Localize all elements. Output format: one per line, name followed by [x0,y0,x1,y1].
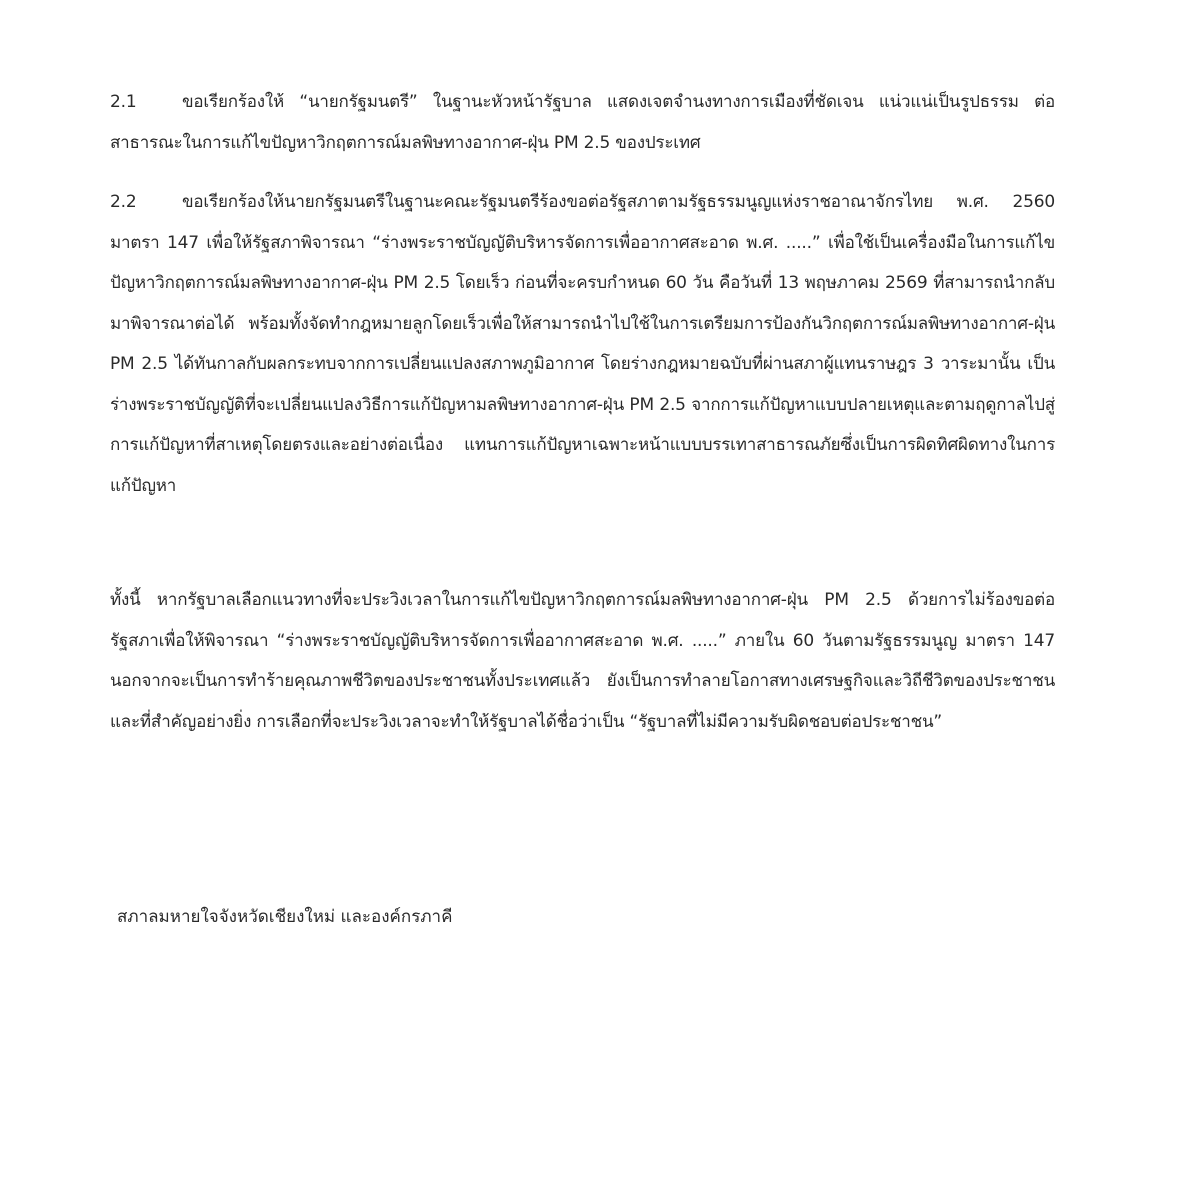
signature-line: สภาลมหายใจจังหวัดเชียงใหม่ และองค์กรภาคี [117,907,453,927]
item-text: ขอเรียกร้องให้ “นายกรัฐมนตรี” ในฐานะหัวหน้ารัฐบาล แสดงเจตจำนงทางการเมืองที่ชัดเจน แน่วแน่เป็นรูปธรรม ต่อสาธารณะในการแก้ไขปัญหาวิกฤตการณ์มลพิษทางอากาศ-ฝุ่น PM 2.5 ของประเทศ [110,92,1055,153]
demand-item-2-1 [110,82,1055,163]
demand-item-2-2 [110,182,1055,506]
closing-paragraph: ทั้งนี้ หากรัฐบาลเลือกแนวทางที่จะประวิงเวลาในการแก้ไขปัญหาวิกฤตการณ์มลพิษทางอากาศ-ฝุ่น PM 2.5 ด้วยการไม่ร้องขอต่อรัฐสภาเพื่อให้พิจารณา “ร่างพระราชบัญญัติบริหารจัดการเพื่ออากาศสะอาด พ.ศ. .....” ภายใน 60 วันตามรัฐธรรมนูญ มาตรา 147 นอกจากจะเป็นการทำร้ายคุณภาพชีวิตของประชาชนทั้งประเทศแล้ว ยังเป็นการทำลายโอกาสทางเศรษฐกิจและวิถีชีวิตของประชาชน และที่สำคัญอย่างยิ่ง การเลือกที่จะประวิงเวลาจะทำให้รัฐบาลได้ชื่อว่าเป็น “รัฐบาลที่ไม่มีความรับผิดชอบต่อประชาชน” [110,590,1055,732]
item-number: 2.2 [110,192,137,212]
item-text: ขอเรียกร้องให้นายกรัฐมนตรีในฐานะคณะรัฐมนตรีร้องขอต่อรัฐสภาตามรัฐธรรมนูญแห่งราชอาณาจักรไทย พ.ศ. 2560 มาตรา 147 เพื่อให้รัฐสภาพิจารณา “ร่างพระราชบัญญัติบริหารจัดการเพื่ออากาศสะอาด พ.ศ. .....” เพื่อใช้เป็นเครื่องมือในการแก้ไขปัญหาวิกฤตการณ์มลพิษทางอากาศ-ฝุ่น PM 2.5 โดยเร็ว ก่อนที่จะครบกำหนด 60 วัน คือวันที่ 13 พฤษภาคม 2569 ที่สามารถนำกลับมาพิจารณาต่อได้ พร้อมทั้งจัดทำกฎหมายลูกโดยเร็วเพื่อให้สามารถนำไปใช้ในการเตรียมการป้องกันวิกฤตการณ์มลพิษทางอากาศ-ฝุ่น PM 2.5 ได้ทันกาลกับผลกระทบจากการเปลี่ยนแปลงสภาพภูมิอากาศ โดยร่างกฎหมายฉบับที่ผ่านสภาผู้แทนราษฎร 3 วาระมานั้น เป็นร่างพระราชบัญญัติที่จะเปลี่ยนแปลงวิธีการแก้ปัญหามลพิษทางอากาศ-ฝุ่น PM 2.5 จากการแก้ปัญหาแบบปลายเหตุและตามฤดูกาลไปสู่การแก้ปัญหาที่สาเหตุโดยตรงและอย่างต่อเนื่อง แทนการแก้ปัญหาเฉพาะหน้าแบบบรรเทาสาธารณภัยซึ่งเป็นการผิดทิศผิดทางในการแก้ปัญหา [110,192,1055,496]
item-number: 2.1 [110,92,137,112]
